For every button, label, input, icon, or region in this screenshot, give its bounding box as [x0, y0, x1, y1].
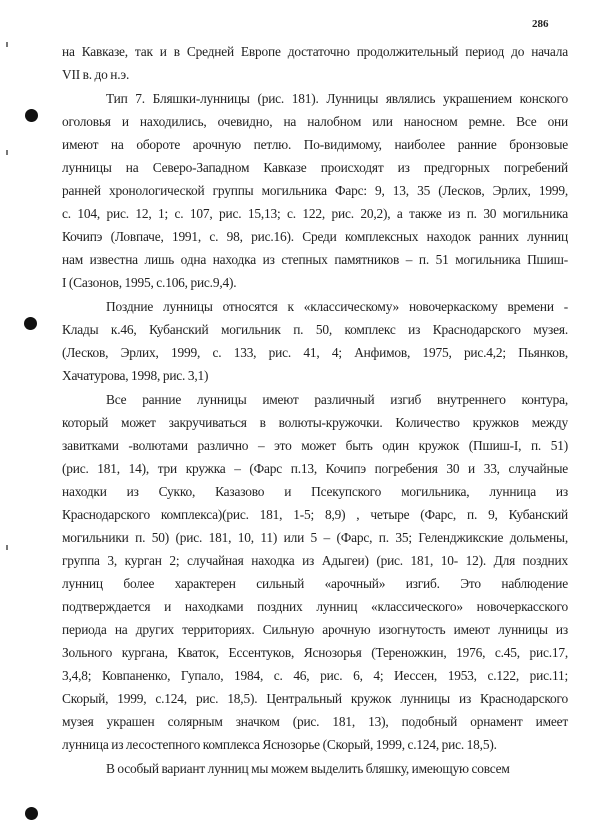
binder-hole	[25, 807, 38, 820]
paragraph	[62, 40, 568, 86]
text-line: (Лесков, Эрлих, 1999, с. 133, рис. 41, 4; Анфимов, 1975, рис.4,2; Пьянков,	[62, 345, 568, 360]
text-line: 3,4,8; Ковпаненко, Гупало, 1984, с. 46, рис. 6, 4; Иессен, 1953, с.122, рис.11;	[62, 668, 568, 683]
text-line: который может закручиваться в волюты-кружочки. Количество кружков между	[62, 415, 568, 430]
text-line: Все ранние лунницы имеют различный изгиб внутреннего контура,	[106, 392, 568, 407]
text-line: музея украшен солярным значком (рис. 181, 13), подобный орнамент имеет	[62, 714, 568, 729]
text-line: Тип 7. Бляшки-лунницы (рис. 181). Лунницы являлись украшением конского	[106, 91, 568, 106]
text-line: Скорый, 1999, с.124, рис. 18,5). Центральный кружок лунницы из Краснодарского	[62, 691, 568, 706]
binder-hole	[25, 109, 38, 122]
text-line: лунницы на Северо-Западном Кавказе происходят из предгорных погребений	[62, 160, 568, 175]
text-line: завитками -волютами различно – это может быть один кружок (Пшиш-I, п. 51)	[62, 438, 568, 453]
text-line: имеют на обороте арочную петлю. По-видимому, наиболее ранние бронзовые	[62, 137, 568, 152]
text-line: находки из Сукко, Казазово и Псекупского могильника, лунница из	[62, 484, 568, 499]
paragraph	[62, 388, 568, 756]
text-line: на Кавказе, так и в Средней Европе достаточно продолжительный период до начала	[62, 44, 568, 59]
paragraph	[62, 757, 568, 780]
text-line: Краснодарского комплекса)(рис. 181, 1-5; 8,9) , четыре (Фарс, п. 9, Кубанский	[62, 507, 568, 522]
scan-mark	[6, 42, 8, 47]
text-line: Кочипэ (Ловпаче, 1991, с. 98, рис.16). Среди комплексных находок ранних лунниц	[62, 229, 568, 244]
paragraph	[62, 87, 568, 294]
text-line: оголовья и находились, очевидно, на налобном или наносном ремне. Все они	[62, 114, 568, 129]
document-body	[62, 40, 568, 781]
text-line: лунниц более характерен сильный «арочный» изгиб. Это наблюдение	[62, 576, 568, 591]
text-line: могильники п. 50) (рис. 181, 10, 11) или 5 – (Фарс, п. 35; Геленджикские дольмены,	[62, 530, 568, 545]
text-line: Зольного кургана, Кваток, Ессентуков, Яснозорья (Тереножкин, 1976, с.45, рис.17,	[62, 645, 568, 660]
text-line: Клады к.46, Кубанский могильник п. 50, комплекс из Краснодарского музея.	[62, 322, 568, 337]
scan-mark	[6, 545, 8, 550]
text-line: с. 104, рис. 12, 1; с. 107, рис. 15,13; с. 122, рис. 20,2), а также из п. 30 могильника	[62, 206, 568, 221]
text-line: VII в. до н.э.	[62, 67, 130, 82]
text-line: Хачатурова, 1998, рис. 3,1)	[62, 368, 209, 383]
text-line: В особый вариант лунниц мы можем выделить бляшку, имеющую совсем	[106, 761, 510, 776]
scan-mark	[6, 150, 8, 155]
text-line: лунница из лесостепного комплекса Яснозорье (Скорый, 1999, с.124, рис. 18,5).	[62, 737, 497, 752]
text-line: Поздние лунницы относятся к «классическому» новочеркаскому времени -	[106, 299, 568, 314]
text-line: нам известна лишь одна находка из степных памятников – п. 51 могильника Пшиш-	[62, 252, 568, 267]
text-line: периода на других территориях. Сильную арочную изогнутость имеют лунницы из	[62, 622, 568, 637]
binder-hole	[24, 317, 37, 330]
text-line: подтверждается и находками поздних лунниц «классического» новочеркасского	[62, 599, 568, 614]
text-line: ранней хронологической группы могильника Фарс: 9, 13, 35 (Лесков, Эрлих, 1999,	[62, 183, 568, 198]
page-number: 286	[532, 18, 549, 30]
paragraph	[62, 295, 568, 387]
text-line: I (Сазонов, 1995, с.106, рис.9,4).	[62, 275, 237, 290]
text-line: группа 3, курган 2; случайная находка из Адыгеи) (рис. 181, 10- 12). Для поздних	[62, 553, 568, 568]
text-line: (рис. 181, 14), три кружка – (Фарс п.13, Кочипэ погребения 30 и 33, случайные	[62, 461, 568, 476]
